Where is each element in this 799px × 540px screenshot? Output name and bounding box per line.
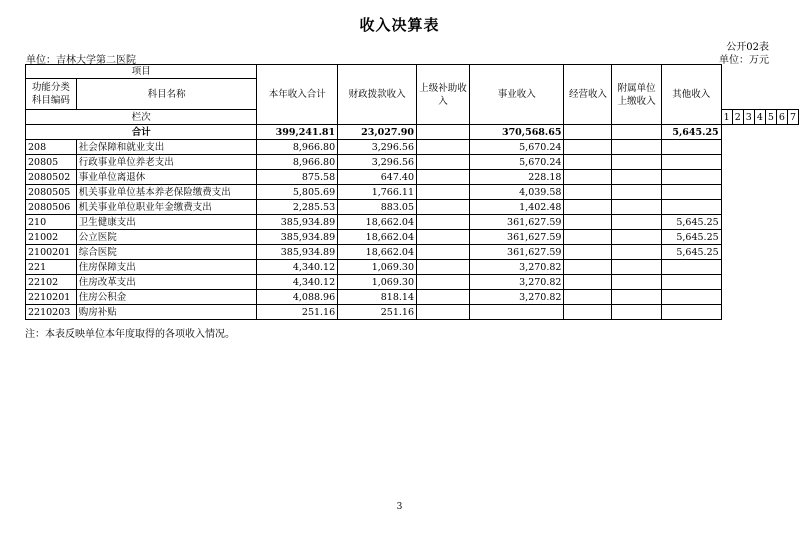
row-value: 251.16	[257, 305, 338, 320]
header-col-1: 本年收入合计	[257, 65, 338, 125]
row-value: 4,088.96	[257, 290, 338, 305]
row-value: 4,340.12	[257, 260, 338, 275]
row-value: 5,670.24	[470, 140, 564, 155]
row-code: 2210203	[26, 305, 77, 320]
row-value	[612, 185, 661, 200]
row-name: 综合医院	[76, 245, 257, 260]
table-row	[26, 185, 799, 200]
row-code: 22102	[26, 275, 77, 290]
row-value	[612, 275, 661, 290]
row-code: 2080502	[26, 170, 77, 185]
row-value: 5,645.25	[661, 245, 721, 260]
header-code: 功能分类科目编码	[26, 79, 77, 110]
row-value: 8,966.80	[257, 155, 338, 170]
page-number: 3	[396, 502, 403, 512]
row-name: 住房改革支出	[76, 275, 257, 290]
row-value	[564, 185, 612, 200]
reporting-unit: 单位：吉林大学第二医院	[26, 55, 136, 66]
row-value	[564, 230, 612, 245]
table-row	[26, 245, 799, 260]
row-code: 21002	[26, 230, 77, 245]
row-value: 883.05	[338, 200, 417, 215]
row-value: 361,627.59	[470, 215, 564, 230]
row-value: 2,285.53	[257, 200, 338, 215]
col-number: 3	[743, 110, 754, 125]
row-code: 208	[26, 140, 77, 155]
footnote: 注：本表反映单位本年度取得的各项收入情况。	[25, 329, 235, 340]
row-value	[564, 260, 612, 275]
row-name: 社会保障和就业支出	[76, 140, 257, 155]
row-value: 4,340.12	[257, 275, 338, 290]
table-row	[26, 230, 799, 245]
row-value	[417, 275, 470, 290]
col-number: 5	[765, 110, 776, 125]
row-value: 1,402.48	[470, 200, 564, 215]
row-value	[417, 245, 470, 260]
row-name: 机关事业单位基本养老保险缴费支出	[76, 185, 257, 200]
row-value	[564, 200, 612, 215]
row-value	[661, 140, 721, 155]
header-col-7: 其他收入	[661, 65, 721, 125]
table-row	[26, 155, 799, 170]
row-value: 5,645.25	[661, 215, 721, 230]
total-value	[417, 125, 470, 140]
row-value: 18,662.04	[338, 230, 417, 245]
header-col-5: 经营收入	[564, 65, 612, 125]
row-value	[564, 305, 612, 320]
row-value: 1,069.30	[338, 260, 417, 275]
row-value: 18,662.04	[338, 245, 417, 260]
row-value: 385,934.89	[257, 245, 338, 260]
row-value	[564, 215, 612, 230]
row-value: 3,270.82	[470, 275, 564, 290]
row-value	[612, 170, 661, 185]
row-value	[612, 230, 661, 245]
header-lanci: 栏次	[26, 110, 257, 125]
row-value: 4,039.58	[470, 185, 564, 200]
row-value: 3,270.82	[470, 260, 564, 275]
row-value	[612, 140, 661, 155]
row-value	[612, 245, 661, 260]
col-number: 7	[787, 110, 798, 125]
row-code: 20805	[26, 155, 77, 170]
row-value: 875.58	[257, 170, 338, 185]
row-value: 5,645.25	[661, 230, 721, 245]
row-value	[417, 260, 470, 275]
row-value	[417, 155, 470, 170]
row-value: 1,766.11	[338, 185, 417, 200]
row-code: 210	[26, 215, 77, 230]
row-name: 事业单位离退休	[76, 170, 257, 185]
row-name: 公立医院	[76, 230, 257, 245]
form-number: 公开02表	[726, 42, 769, 53]
row-name: 卫生健康支出	[76, 215, 257, 230]
header-col-3: 上级补助收入	[417, 65, 470, 125]
row-value	[612, 155, 661, 170]
row-value	[612, 200, 661, 215]
row-name: 购房补贴	[76, 305, 257, 320]
row-value	[417, 305, 470, 320]
table-row	[26, 140, 799, 155]
row-value	[417, 140, 470, 155]
total-value: 23,027.90	[338, 125, 417, 140]
row-code: 2080506	[26, 200, 77, 215]
total-value: 399,241.81	[257, 125, 338, 140]
col-number: 4	[754, 110, 765, 125]
header-col-2: 财政拨款收入	[338, 65, 417, 125]
table-row	[26, 290, 799, 305]
row-value	[564, 245, 612, 260]
table-row	[26, 260, 799, 275]
table-row	[26, 200, 799, 215]
row-value	[417, 215, 470, 230]
row-value	[564, 290, 612, 305]
row-value	[612, 215, 661, 230]
row-value	[470, 305, 564, 320]
row-value	[661, 290, 721, 305]
row-value	[612, 305, 661, 320]
row-value	[417, 290, 470, 305]
col-number: 2	[732, 110, 743, 125]
row-name: 行政事业单位养老支出	[76, 155, 257, 170]
row-value: 385,934.89	[257, 230, 338, 245]
row-value: 647.40	[338, 170, 417, 185]
row-value: 251.16	[338, 305, 417, 320]
row-value: 5,670.24	[470, 155, 564, 170]
row-value: 3,270.82	[470, 290, 564, 305]
page-title: 收入决算表	[359, 16, 440, 34]
row-code: 221	[26, 260, 77, 275]
total-value: 370,568.65	[470, 125, 564, 140]
total-row	[26, 125, 799, 140]
total-value	[612, 125, 661, 140]
total-value	[564, 125, 612, 140]
row-value: 3,296.56	[338, 140, 417, 155]
row-value	[417, 200, 470, 215]
currency-unit: 单位：万元	[719, 55, 769, 66]
total-value: 5,645.25	[661, 125, 721, 140]
row-name: 住房保障支出	[76, 260, 257, 275]
row-value	[661, 200, 721, 215]
row-code: 2210201	[26, 290, 77, 305]
table-row	[26, 215, 799, 230]
header-row-project	[26, 65, 799, 79]
total-label: 合计	[26, 125, 257, 140]
row-value	[417, 185, 470, 200]
header-col-4: 事业收入	[470, 65, 564, 125]
row-value: 385,934.89	[257, 215, 338, 230]
row-value	[417, 170, 470, 185]
row-value	[564, 140, 612, 155]
row-value: 818.14	[338, 290, 417, 305]
row-code: 2080505	[26, 185, 77, 200]
row-value	[661, 260, 721, 275]
row-value	[564, 170, 612, 185]
row-value	[612, 290, 661, 305]
row-value	[417, 230, 470, 245]
row-name: 机关事业单位职业年金缴费支出	[76, 200, 257, 215]
row-value	[661, 305, 721, 320]
row-value: 18,662.04	[338, 215, 417, 230]
row-value: 361,627.59	[470, 245, 564, 260]
row-name: 住房公积金	[76, 290, 257, 305]
row-value	[564, 155, 612, 170]
header-col-6: 附属单位上缴收入	[612, 65, 661, 125]
table-row	[26, 305, 799, 320]
col-number: 6	[776, 110, 787, 125]
row-value	[612, 260, 661, 275]
col-number: 1	[721, 110, 732, 125]
row-value	[661, 275, 721, 290]
row-value	[661, 155, 721, 170]
header-name: 科目名称	[76, 79, 257, 110]
row-value: 5,805.69	[257, 185, 338, 200]
row-value: 361,627.59	[470, 230, 564, 245]
row-value: 1,069.30	[338, 275, 417, 290]
row-value: 3,296.56	[338, 155, 417, 170]
row-value	[564, 275, 612, 290]
table-row	[26, 170, 799, 185]
row-value: 228.18	[470, 170, 564, 185]
row-code: 2100201	[26, 245, 77, 260]
table-row	[26, 275, 799, 290]
row-value	[661, 185, 721, 200]
header-project: 项目	[26, 65, 257, 79]
row-value	[661, 170, 721, 185]
income-table	[25, 64, 799, 320]
row-value: 8,966.80	[257, 140, 338, 155]
